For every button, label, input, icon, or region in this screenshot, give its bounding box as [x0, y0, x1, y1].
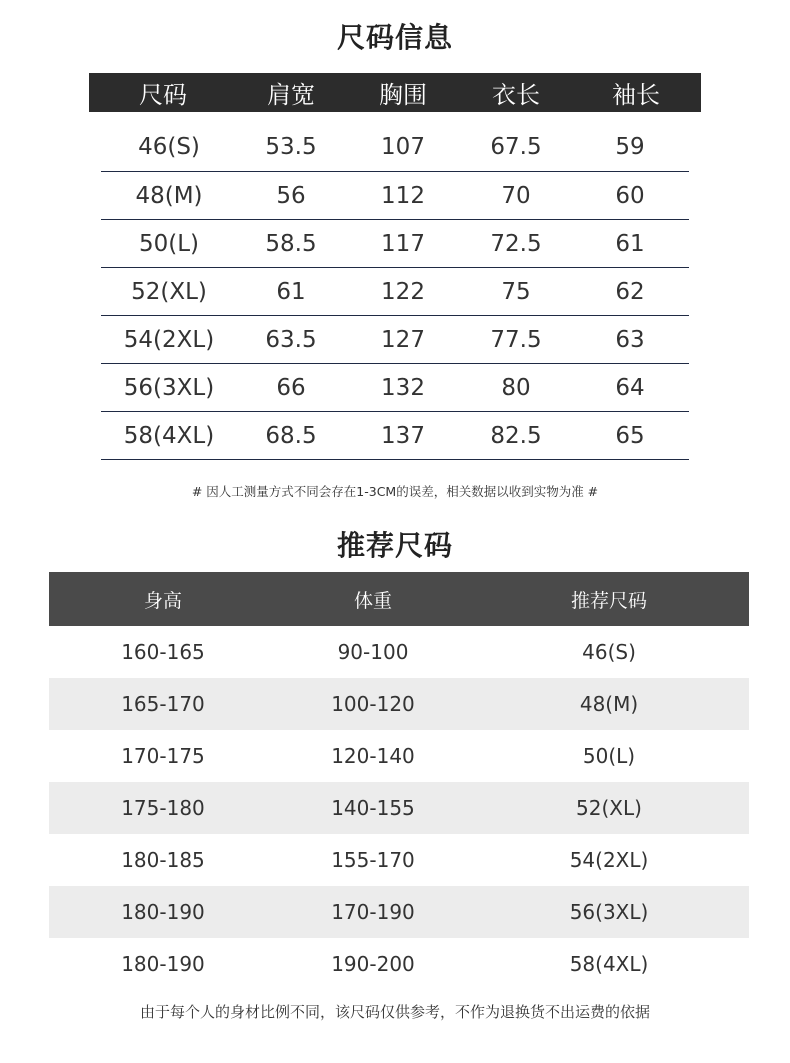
size-table-header	[89, 73, 701, 112]
shoulder-cell: 68.5	[265, 422, 317, 449]
shoulder-cell: 53.5	[265, 133, 317, 160]
table-row	[49, 730, 749, 782]
table-row	[101, 122, 689, 172]
table-row	[49, 834, 749, 886]
recommend-header-size: 推荐尺码	[570, 589, 647, 612]
size-cell: 56(3XL)	[123, 374, 215, 401]
shoulder-cell: 66	[276, 374, 306, 401]
height-cell: 165-170	[121, 692, 205, 716]
height-cell: 180-190	[121, 900, 205, 924]
table-row	[101, 268, 689, 316]
weight-cell: 190-200	[331, 952, 415, 976]
sleeve-cell: 64	[615, 374, 645, 401]
length-cell: 82.5	[490, 422, 542, 449]
size-cell: 50(L)	[138, 230, 200, 257]
height-cell: 160-165	[121, 640, 205, 664]
table-row	[101, 172, 689, 220]
table-row	[49, 782, 749, 834]
chest-cell: 107	[381, 133, 425, 160]
table-row	[101, 316, 689, 364]
chest-cell: 122	[381, 278, 425, 305]
size-cell: 58(4XL)	[123, 422, 215, 449]
recommended-size-cell: 50(L)	[582, 744, 636, 768]
table-row	[101, 364, 689, 412]
height-cell: 180-185	[121, 848, 205, 872]
table-row	[49, 626, 749, 678]
recommend-table	[49, 572, 749, 990]
size-header-shoulder: 肩宽	[267, 81, 315, 109]
size-cell: 46(S)	[138, 133, 200, 160]
weight-cell: 140-155	[331, 796, 415, 820]
size-table-body	[101, 122, 689, 460]
height-cell: 175-180	[121, 796, 205, 820]
size-cell: 52(XL)	[131, 278, 207, 305]
recommend-disclaimer: 由于每个人的身材比例不同，该尺码仅供参考，不作为退换货不出运费的依据	[139, 1003, 650, 1021]
length-cell: 77.5	[490, 326, 542, 353]
size-header-sleeve: 袖长	[612, 81, 660, 109]
height-cell: 170-175	[121, 744, 205, 768]
chest-cell: 127	[381, 326, 425, 353]
chest-cell: 132	[381, 374, 425, 401]
table-row	[101, 220, 689, 268]
recommended-size-cell: 46(S)	[582, 640, 636, 664]
size-cell: 48(M)	[135, 182, 203, 209]
table-row	[49, 678, 749, 730]
weight-cell: 100-120	[331, 692, 415, 716]
length-cell: 72.5	[490, 230, 542, 257]
measurement-note: # 因人工测量方式不同会存在1-3CM的误差，相关数据以收到实物为准 #	[191, 484, 599, 499]
table-row	[49, 886, 749, 938]
size-info-title: 尺码信息	[336, 21, 453, 54]
length-cell: 75	[501, 278, 531, 305]
recommended-size-cell: 54(2XL)	[569, 848, 649, 872]
weight-cell: 120-140	[331, 744, 415, 768]
sleeve-cell: 65	[615, 422, 645, 449]
shoulder-cell: 56	[276, 182, 306, 209]
recommended-size-cell: 58(4XL)	[569, 952, 649, 976]
weight-cell: 90-100	[337, 640, 409, 664]
height-cell: 180-190	[121, 952, 205, 976]
weight-cell: 170-190	[331, 900, 415, 924]
shoulder-cell: 58.5	[265, 230, 317, 257]
recommend-header-weight: 体重	[353, 589, 392, 612]
recommend-title: 推荐尺码	[336, 529, 453, 562]
chest-cell: 137	[381, 422, 425, 449]
recommend-table-header	[49, 572, 749, 626]
sleeve-cell: 60	[615, 182, 645, 209]
size-header-length: 衣长	[492, 81, 540, 109]
recommended-size-cell: 52(XL)	[576, 796, 642, 820]
shoulder-cell: 61	[276, 278, 306, 305]
sleeve-cell: 63	[615, 326, 645, 353]
length-cell: 67.5	[490, 133, 542, 160]
recommend-header-height: 身高	[143, 589, 182, 612]
table-row	[101, 412, 689, 460]
recommended-size-cell: 56(3XL)	[569, 900, 649, 924]
sleeve-cell: 61	[615, 230, 645, 257]
size-header-size: 尺码	[139, 81, 187, 109]
sleeve-cell: 59	[615, 133, 645, 160]
recommended-size-cell: 48(M)	[579, 692, 639, 716]
chest-cell: 112	[381, 182, 425, 209]
table-row	[49, 938, 749, 990]
size-cell: 54(2XL)	[123, 326, 215, 353]
weight-cell: 155-170	[331, 848, 415, 872]
length-cell: 80	[501, 374, 531, 401]
size-header-chest: 胸围	[379, 81, 427, 109]
shoulder-cell: 63.5	[265, 326, 317, 353]
sleeve-cell: 62	[615, 278, 645, 305]
length-cell: 70	[501, 182, 531, 209]
chest-cell: 117	[381, 230, 425, 257]
